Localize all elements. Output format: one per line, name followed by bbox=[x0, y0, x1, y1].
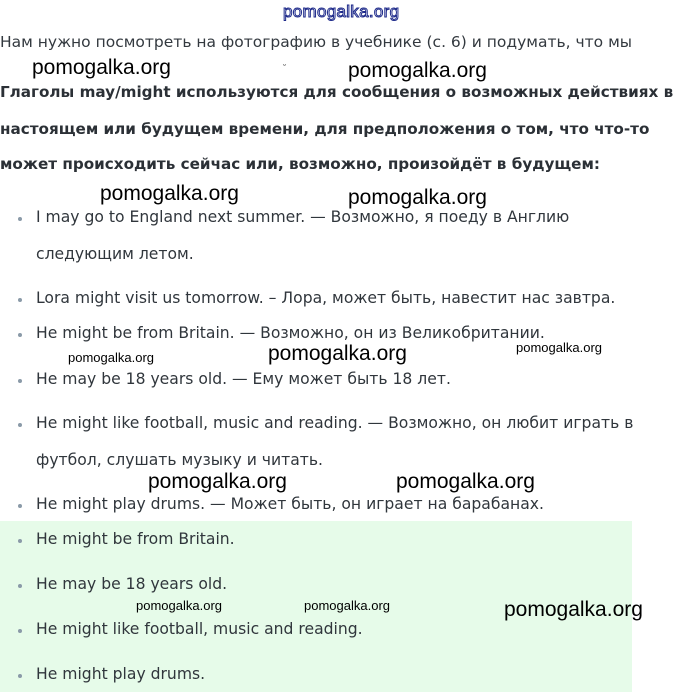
watermark: pomogalka.org bbox=[396, 470, 535, 493]
bullet-icon bbox=[18, 584, 22, 588]
watermark: pomogalka.org bbox=[504, 598, 643, 621]
breve-mark: ˘ bbox=[282, 64, 287, 75]
rule-line-2: настоящем или будущем времени, для предположения о том, что что-то bbox=[0, 120, 650, 138]
rule-line-3: может происходить сейчас или, возможно, произойдёт в будущем: bbox=[0, 155, 600, 173]
answer-item-text: He might like football, music and reading. bbox=[36, 620, 363, 638]
bullet-icon bbox=[18, 674, 22, 678]
watermark: pomogalka.org bbox=[32, 56, 171, 79]
watermark: pomogalka.org bbox=[268, 342, 407, 365]
watermark: pomogalka.org bbox=[148, 470, 287, 493]
answer-item-text: He might play drums. bbox=[36, 665, 206, 683]
rule-line-1: Глаголы may/might используются для сообщения о возможных действиях в bbox=[0, 83, 674, 101]
watermark: pomogalka.org bbox=[136, 598, 222, 613]
bullet-icon bbox=[18, 333, 22, 337]
bullet-icon bbox=[18, 298, 22, 302]
watermark: pomogalka.org bbox=[100, 182, 239, 205]
answer-item-text: He might be from Britain. bbox=[36, 530, 235, 548]
bullet-icon bbox=[18, 504, 22, 508]
list-item-text: He might like football, music and reading. — Возможно, он любит играть в bbox=[36, 414, 634, 432]
answer-item-text: He may be 18 years old. bbox=[36, 575, 228, 593]
bullet-icon bbox=[18, 217, 22, 221]
watermark: pomogalka.org bbox=[516, 340, 602, 355]
watermark: pomogalka.org bbox=[348, 59, 487, 82]
bullet-icon bbox=[18, 423, 22, 427]
list-item-text: Lora might visit us tomorrow. – Лора, может быть, навестит нас завтра. bbox=[36, 289, 616, 307]
list-item-text: I may go to England next summer. — Возможно, я поеду в Англию bbox=[36, 208, 570, 226]
watermark: pomogalka.org bbox=[68, 350, 154, 365]
intro-text: Нам нужно посмотреть на фотографию в учебнике (с. 6) и подумать, что мы bbox=[0, 33, 633, 51]
list-item-text: He might be from Britain. — Возможно, он из Великобритании. bbox=[36, 324, 545, 342]
list-item-text: He may be 18 years old. — Ему может быть 18 лет. bbox=[36, 370, 451, 388]
bullet-icon bbox=[18, 539, 22, 543]
watermark-top: pomogalka.org bbox=[283, 2, 400, 21]
list-item-text: He might play drums. — Может быть, он играет на барабанах. bbox=[36, 495, 544, 513]
watermark: pomogalka.org bbox=[348, 186, 487, 209]
watermark: pomogalka.org bbox=[304, 598, 390, 613]
bullet-icon bbox=[18, 379, 22, 383]
list-item-text: следующим летом. bbox=[36, 245, 194, 263]
list-item-text: футбол, слушать музыку и читать. bbox=[36, 451, 324, 469]
bullet-icon bbox=[18, 629, 22, 633]
